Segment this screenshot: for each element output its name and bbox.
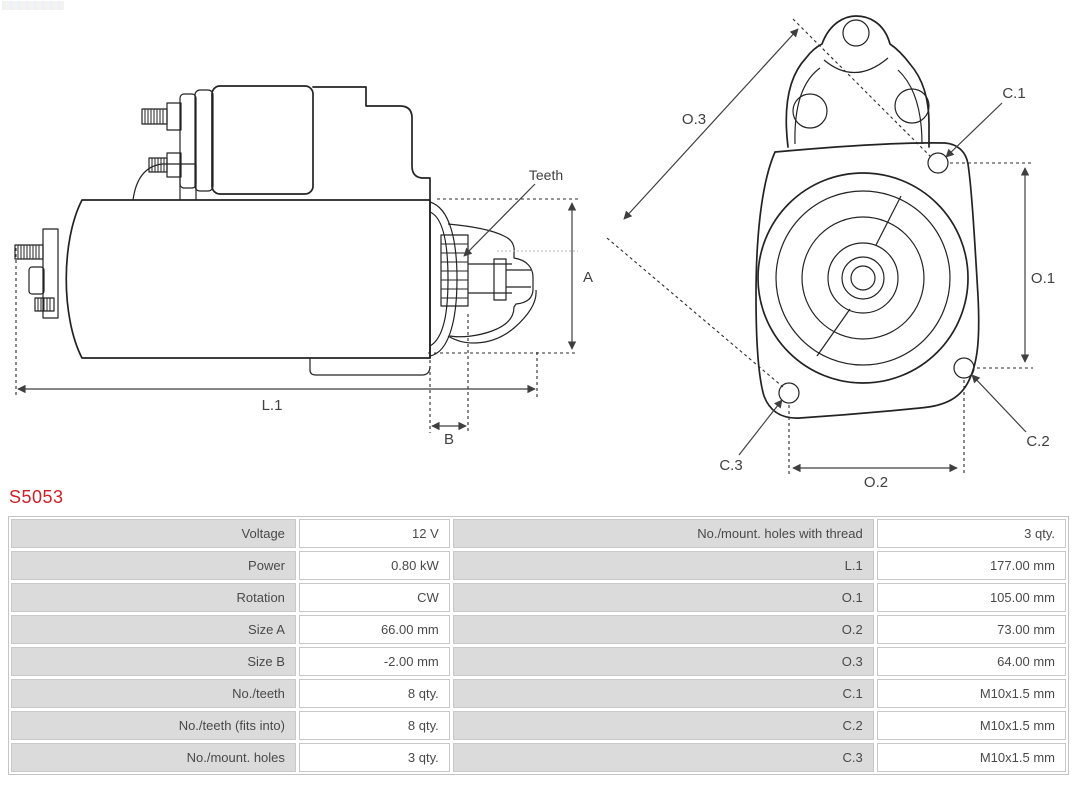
spec-label-cell: O.1 — [453, 583, 874, 612]
spec-label-cell: Rotation — [11, 583, 296, 612]
spec-label-cell: Size A — [11, 615, 296, 644]
dimension-label-o1: O.1 — [1030, 270, 1056, 287]
dimension-label-l1: L.1 — [261, 397, 283, 414]
spec-label-cell: C.1 — [453, 679, 874, 708]
spec-value-cell: CW — [299, 583, 450, 612]
dimension-label-c1: C.1 — [1002, 85, 1026, 102]
side-view-dimensions — [16, 167, 593, 448]
front-view-drawing — [756, 16, 979, 418]
dimension-label-a: A — [582, 269, 594, 286]
spec-label-cell: Power — [11, 551, 296, 580]
spec-value-cell: 177.00 mm — [877, 551, 1066, 580]
spec-label-cell: No./teeth — [11, 679, 296, 708]
spec-value-cell: 64.00 mm — [877, 647, 1066, 676]
dimension-label-c2: C.2 — [1026, 433, 1050, 450]
spec-value-cell: M10x1.5 mm — [877, 743, 1066, 772]
spec-label-cell: O.3 — [453, 647, 874, 676]
dimension-label-o3: O.3 — [681, 111, 707, 128]
spec-value-cell: 105.00 mm — [877, 583, 1066, 612]
spec-value-cell: 3 qty. — [299, 743, 450, 772]
spec-value-cell: 3 qty. — [877, 519, 1066, 548]
spec-value-cell: -2.00 mm — [299, 647, 450, 676]
spec-value-cell: M10x1.5 mm — [877, 711, 1066, 740]
dimension-label-o2: O.2 — [863, 474, 889, 488]
spec-label-cell: No./mount. holes with thread — [453, 519, 874, 548]
technical-drawings — [0, 6, 1080, 488]
spec-value-cell: 8 qty. — [299, 711, 450, 740]
spec-label-cell: Size B — [11, 647, 296, 676]
spec-label-cell: Voltage — [11, 519, 296, 548]
spec-value-cell: M10x1.5 mm — [877, 679, 1066, 708]
spec-value-cell: 8 qty. — [299, 679, 450, 708]
starter-motor-diagram — [0, 6, 1080, 488]
spec-value-cell: 12 V — [299, 519, 450, 548]
side-view-drawing — [15, 86, 536, 375]
spec-label-cell: C.2 — [453, 711, 874, 740]
spec-label-cell: O.2 — [453, 615, 874, 644]
specs-table — [8, 516, 1069, 775]
spec-value-cell: 0.80 kW — [299, 551, 450, 580]
spec-label-cell: No./teeth (fits into) — [11, 711, 296, 740]
dimension-label-teeth: Teeth — [528, 167, 564, 183]
spec-label-cell: No./mount. holes — [11, 743, 296, 772]
dimension-label-b: B — [443, 431, 455, 448]
dimension-label-c3: C.3 — [719, 457, 743, 474]
spec-value-cell: 66.00 mm — [299, 615, 450, 644]
spec-label-cell: L.1 — [453, 551, 874, 580]
front-view-dimensions — [607, 19, 1055, 488]
spec-value-cell: 73.00 mm — [877, 615, 1066, 644]
part-number-title: S5053 — [9, 487, 64, 507]
spec-label-cell: C.3 — [453, 743, 874, 772]
